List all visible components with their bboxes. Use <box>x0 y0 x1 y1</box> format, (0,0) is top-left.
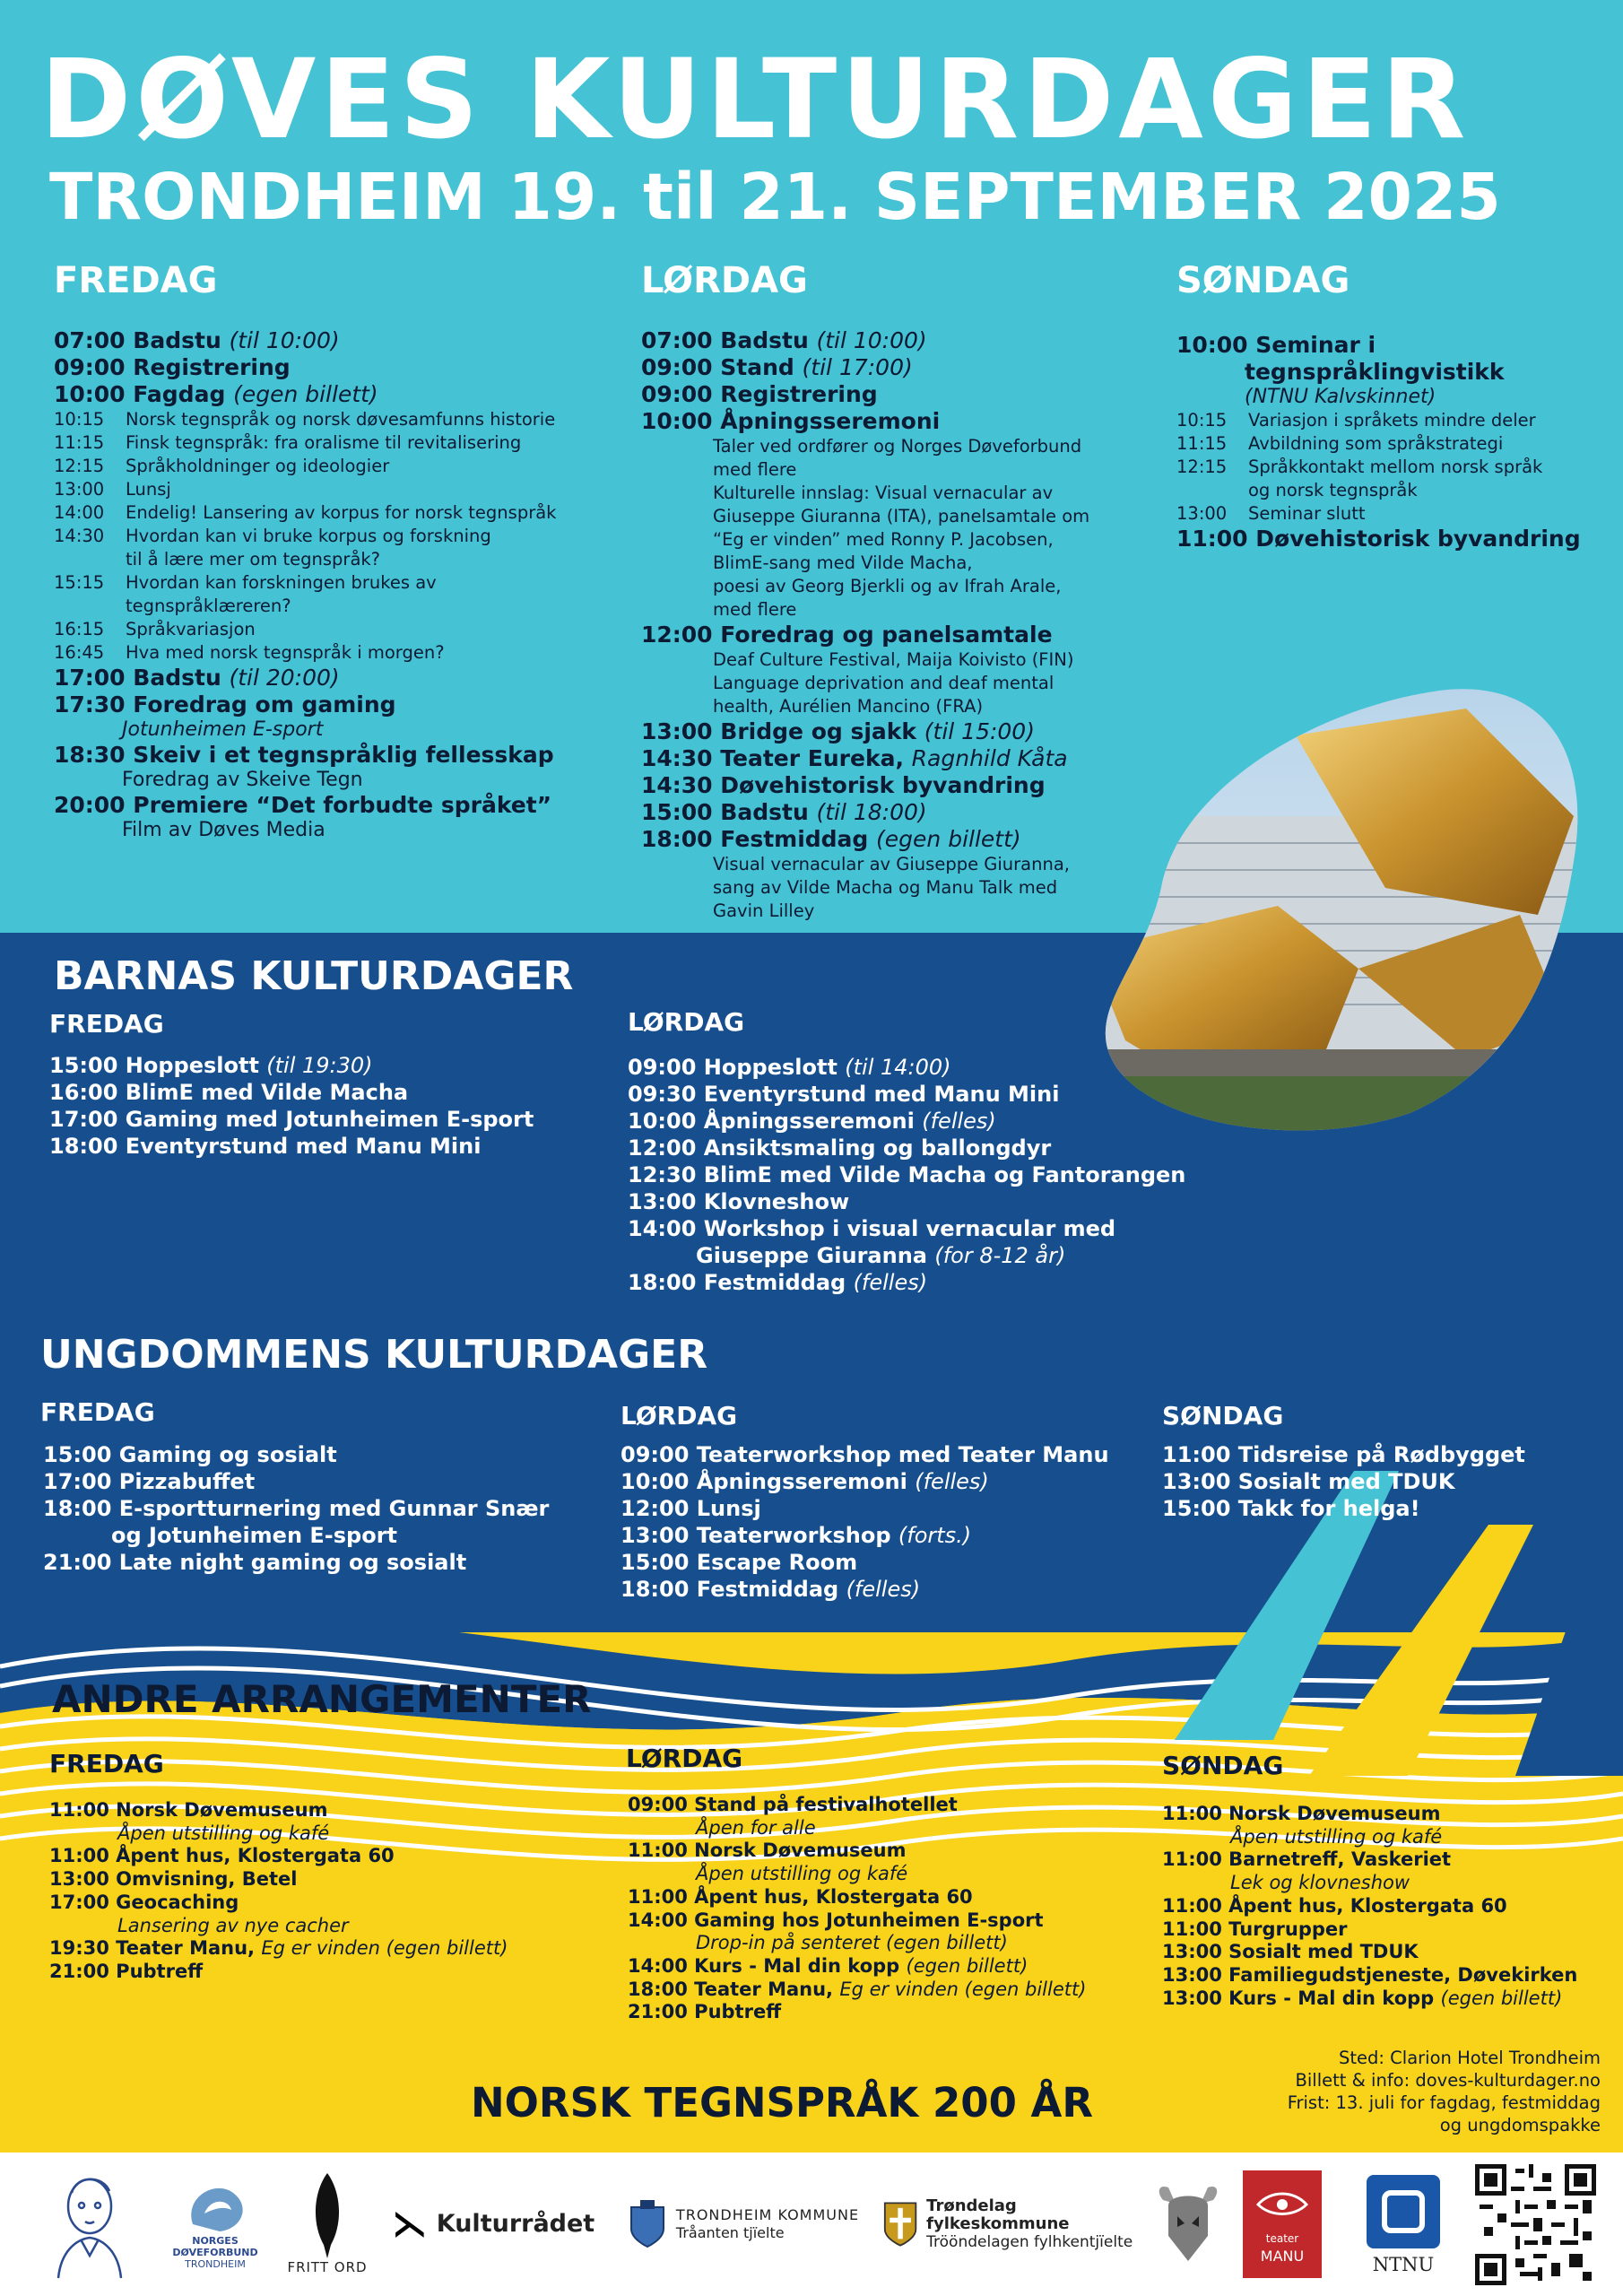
event-item-cont: Giuseppe Giuranna (for 8-12 år) <box>696 1243 1066 1268</box>
event-item: 12:30 BlimE med Vilde Macha og Fantorangen <box>628 1162 1186 1187</box>
event-item: 13:00 Sosialt med TDUK <box>1162 1469 1455 1494</box>
event-description: sang av Vilde Macha og Manu Talk med <box>713 877 1058 898</box>
event-item: 15:00 Gaming og sosialt <box>43 1442 337 1467</box>
anniversary-banner: NORSK TEGNSPRÅK 200 ÅR <box>471 2079 1094 2126</box>
event-item: 09:00 Registrering <box>641 381 878 407</box>
ndf-line: NORGES <box>192 2234 239 2247</box>
schedule-row: 12:15 Språkholdninger og ideologier <box>54 456 390 476</box>
barna-heading: BARNAS KULTURDAGER <box>54 953 574 999</box>
event-item: 12:00 Ansiktsmaling og ballongdyr <box>628 1135 1052 1161</box>
event-item: 11:00 Barnetreff, Vaskeriet <box>1162 1848 1452 1871</box>
event-item: 09:30 Eventyrstund med Manu Mini <box>628 1082 1060 1107</box>
viking-helmet-icon <box>1156 2184 1220 2265</box>
barna-lordag-list <box>628 1054 1185 1296</box>
fritt-ord-text: FRITT ORD <box>287 2258 368 2275</box>
event-item: 09:00 Teaterworkshop med Teater Manu <box>621 1442 1109 1467</box>
andre-fredag-heading: FREDAG <box>49 1749 164 1779</box>
event-item-cont: tegnspråklingvistikk <box>1245 359 1505 385</box>
event-item: 10:00 Seminar i <box>1176 332 1376 358</box>
event-item: 17:00 Pizzabuffet <box>43 1469 256 1494</box>
schedule-row: 13:00 Seminar slutt <box>1176 503 1366 524</box>
teater-word: teater <box>1265 2232 1299 2245</box>
event-item: 17:00 Gaming med Jotunheimen E-sport <box>49 1107 534 1132</box>
event-item: 11:00 Åpent hus, Klostergata 60 <box>49 1845 395 1867</box>
event-item: 14:30 Teater Eureka, Ragnhild Kåta <box>641 745 1068 771</box>
manu-word: MANU <box>1260 2248 1305 2265</box>
quill-icon <box>309 2173 345 2258</box>
schedule-row: 16:15 Språkvariasjon <box>54 619 256 639</box>
event-item: 18:30 Skeiv i et tegnspråklig fellesskap <box>54 742 554 768</box>
event-item: 13:00 Klovneshow <box>628 1189 850 1214</box>
ungdom-sondag-list <box>1162 1441 1525 1522</box>
event-item: 11:00 Døvehistorisk byvandring <box>1176 526 1581 552</box>
schedule-row: og norsk tegnspråk <box>1248 480 1418 500</box>
event-item: 13:00 Kurs - Mal din kopp (egen billett) <box>1162 1987 1563 2009</box>
andre-sondag-heading: SØNDAG <box>1162 1751 1284 1780</box>
info-line: Sted: Clarion Hotel Trondheim <box>1339 2048 1601 2068</box>
shield-icon <box>883 2199 917 2249</box>
event-item: 15:00 Hoppeslott (til 19:30) <box>49 1053 373 1078</box>
ndf-mark-icon <box>179 2179 251 2235</box>
event-item: 10:00 Åpningsseremoni (felles) <box>628 1109 996 1134</box>
viking-logo <box>1152 2161 1224 2287</box>
schedule-row: 13:00 Lunsj <box>54 479 171 500</box>
event-item: 18:00 Festmiddag (egen billett) <box>641 826 1021 852</box>
info-line: Billett & info: doves-kulturdager.no <box>1295 2070 1601 2091</box>
andre-lordag-list <box>628 1794 1086 2024</box>
event-item: 11:00 Tidsreise på Rødbygget <box>1162 1442 1525 1467</box>
event-item: 10:00 Fagdag (egen billett) <box>54 381 378 407</box>
schedule-row: 14:00 Endelig! Lansering av korpus for norsk tegnspråk <box>54 502 557 523</box>
event-subtitle: (NTNU Kalvskinnet) <box>1245 386 1436 408</box>
fredag-heading: FREDAG <box>54 260 218 301</box>
event-subtitle: Foredrag av Skeive Tegn <box>122 769 363 791</box>
event-description: Gavin Lilley <box>713 900 815 921</box>
event-subtitle: Åpen utstilling og kafé <box>1230 1825 1443 1848</box>
event-item: 11:00 Åpent hus, Klostergata 60 <box>1162 1894 1507 1917</box>
event-item: 10:00 Åpningsseremoni (felles) <box>621 1469 989 1494</box>
ndf-line: TRONDHEIM <box>185 2257 246 2270</box>
schedule-row: 10:15 Norsk tegnspråk og norsk døvesamfunns historie <box>54 409 556 430</box>
crest-icon <box>629 2200 665 2248</box>
event-item: 19:30 Teater Manu, Eg er vinden (egen billett) <box>49 1937 508 1960</box>
event-subtitle: Jotunheimen E-sport <box>122 718 324 741</box>
event-item: 11:00 Åpent hus, Klostergata 60 <box>628 1885 973 1908</box>
event-item: 07:00 Badstu (til 10:00) <box>54 327 340 353</box>
event-item: 09:00 Stand (til 17:00) <box>641 354 913 380</box>
schedule-row: 12:15 Språkkontakt mellom norsk språk <box>1176 457 1543 477</box>
event-item: 12:00 Foredrag og panelsamtale <box>641 622 1053 648</box>
fylke-name: Trøndelag fylkeskommune <box>926 2196 1070 2233</box>
event-item: 07:00 Badstu (til 10:00) <box>641 327 927 353</box>
event-item: 18:00 Eventyrstund med Manu Mini <box>49 1134 482 1159</box>
event-item: 12:00 Lunsj <box>621 1496 761 1521</box>
lordag-heading: LØRDAG <box>641 260 808 301</box>
event-info <box>1288 2047 1601 2136</box>
event-item: 09:00 Registrering <box>54 354 291 380</box>
event-subtitle: Lek og klovneshow <box>1230 1872 1410 1894</box>
lordag-program <box>641 327 1089 923</box>
schedule-row: tegnspråklæreren? <box>126 596 291 616</box>
event-item: 11:00 Norsk Døvemuseum <box>1162 1803 1441 1824</box>
page-title: DØVES KULTURDAGER <box>40 36 1471 163</box>
sondag-heading: SØNDAG <box>1176 260 1350 301</box>
event-item: 10:00 Åpningsseremoni <box>641 408 941 434</box>
event-item: 18:00 Festmiddag (felles) <box>628 1270 928 1295</box>
event-item: 09:00 Hoppeslott (til 14:00) <box>628 1055 951 1080</box>
ungdom-sondag-heading: SØNDAG <box>1162 1401 1284 1431</box>
teater-manu-logo <box>1242 2161 1323 2287</box>
event-description: Giuseppe Giuranna (ITA), panelsamtale om <box>713 506 1090 526</box>
event-item: 13:00 Omvisning, Betel <box>49 1868 298 1891</box>
info-line: Frist: 13. juli for fagdag, festmiddag <box>1287 2092 1601 2113</box>
event-description: Visual vernacular av Giuseppe Giuranna, <box>713 854 1070 874</box>
event-description: med flere <box>713 599 797 620</box>
event-item: 17:30 Foredrag om gaming <box>54 691 396 718</box>
andre-lordag-heading: LØRDAG <box>626 1744 743 1773</box>
ungdom-fredag-heading: FREDAG <box>40 1397 155 1427</box>
schedule-row: 10:15 Variasjon i språkets mindre deler <box>1176 410 1536 430</box>
ntnu-text: NTNU <box>1372 2254 1435 2275</box>
fritt-ord-logo <box>282 2161 372 2287</box>
event-item: 21:00 Late night gaming og sosialt <box>43 1550 467 1575</box>
ungdom-lordag-heading: LØRDAG <box>621 1401 738 1431</box>
k-icon: ⋋ <box>391 2204 428 2245</box>
ungdom-fredag-list <box>43 1441 549 1576</box>
event-subtitle: Drop-in på senteret (egen billett) <box>696 1932 1008 1954</box>
event-description: poesi av Georg Bjerkli og av Ifrah Arale, <box>713 576 1062 596</box>
event-description: “Eg er vinden” med Ronny P. Jacobsen, <box>713 529 1054 550</box>
event-item: 11:00 Turgrupper <box>1162 1918 1348 1940</box>
event-description: health, Aurélien Mancino (FRA) <box>713 696 984 717</box>
event-item: 11:00 Norsk Døvemuseum <box>49 1799 328 1821</box>
event-item: 09:00 Stand på festivalhotellet <box>628 1794 958 1815</box>
event-subtitle: Åpen for alle <box>696 1816 816 1839</box>
schedule-row: 16:45 Hva med norsk tegnspråk i morgen? <box>54 642 445 663</box>
event-item: 21:00 Pubtreff <box>628 2001 782 2023</box>
event-item: 15:00 Badstu (til 18:00) <box>641 799 927 825</box>
event-item: 14:00 Workshop i visual vernacular med <box>628 1216 1116 1241</box>
info-line: og ungdomspakke <box>1439 2115 1601 2135</box>
event-description: BlimE-sang med Vilde Macha, <box>713 552 973 573</box>
event-subtitle: Lansering av nye cacher <box>117 1914 349 1936</box>
event-item-cont: og Jotunheimen E-sport <box>111 1523 398 1548</box>
event-item: 15:00 Takk for helga! <box>1162 1496 1420 1521</box>
barna-lordag-heading: LØRDAG <box>628 1007 745 1037</box>
eye-icon <box>1256 2190 1308 2217</box>
schedule-row: 11:15 Finsk tegnspråk: fra oralisme til revitalisering <box>54 432 522 453</box>
barna-fredag-list <box>49 1052 534 1160</box>
ndf-line: DØVEFORBUND <box>172 2246 258 2258</box>
kulturradet-logo <box>386 2161 601 2287</box>
event-item: 18:00 E-sportturnering med Gunnar Snær <box>43 1496 550 1521</box>
event-subtitle: Åpen utstilling og kafé <box>696 1863 908 1885</box>
andre-sondag-list <box>1162 1803 1577 2010</box>
fredag-program <box>54 327 556 842</box>
barna-fredag-heading: FREDAG <box>49 1009 164 1039</box>
fylke-name-sami: Trööndelagen fylhkentjïelte <box>926 2233 1133 2251</box>
schedule-row: 15:15 Hvordan kan forskningen brukes av <box>54 572 437 593</box>
event-item: 18:00 Festmiddag (felles) <box>621 1577 921 1602</box>
event-item: 21:00 Pubtreff <box>49 1960 204 1982</box>
event-item: 13:00 Teaterworkshop (forts.) <box>621 1523 972 1548</box>
portrait-logo <box>36 2161 143 2287</box>
event-item: 18:00 Teater Manu, Eg er vinden (egen billett) <box>628 1978 1087 2000</box>
event-description: Kulturelle innslag: Visual vernacular av <box>713 483 1054 503</box>
event-description: Taler ved ordfører og Norges Døveforbund <box>713 436 1082 457</box>
qr-code-icon <box>1475 2164 1596 2285</box>
sondag-program <box>1176 332 1581 552</box>
event-item: 20:00 Premiere “Det forbudte språket” <box>54 792 552 818</box>
kommune-name-sami: Tråanten tjïelte <box>675 2224 785 2241</box>
ntnu-mark-icon <box>1367 2175 1440 2248</box>
page-subtitle: TRONDHEIM 19. til 21. SEPTEMBER 2025 <box>49 160 1501 234</box>
ungdom-lordag-list <box>621 1441 1109 1603</box>
event-item: 11:00 Norsk Døvemuseum <box>628 1839 907 1862</box>
andre-fredag-list <box>49 1799 508 1984</box>
trondheim-kommune-logo <box>619 2161 870 2287</box>
event-item: 13:00 Sosialt med TDUK <box>1162 1941 1419 1963</box>
event-item: 13:00 Bridge og sjakk (til 15:00) <box>641 718 1035 744</box>
kulturradet-text: Kulturrådet <box>436 2210 595 2238</box>
andre-heading: ANDRE ARRANGEMENTER <box>52 1677 592 1721</box>
event-description: Deaf Culture Festival, Maija Koivisto (FIN) <box>713 649 1074 670</box>
schedule-row: 11:15 Avbildning som språkstrategi <box>1176 433 1504 454</box>
event-item: 14:30 Døvehistorisk byvandring <box>641 772 1046 798</box>
kommune-name: TRONDHEIM KOMMUNE <box>675 2206 860 2223</box>
event-item: 14:00 Gaming hos Jotunheimen E-sport <box>628 1909 1044 1931</box>
schedule-row: 14:30 Hvordan kan vi bruke korpus og forskning <box>54 526 491 546</box>
event-description: Language deprivation and deaf mental <box>713 673 1055 693</box>
event-item: 17:00 Badstu (til 20:00) <box>54 665 340 691</box>
event-item: 17:00 Geocaching <box>49 1891 239 1913</box>
event-item: 13:00 Familiegudstjeneste, Døvekirken <box>1162 1963 1578 1986</box>
event-item: 14:00 Kurs - Mal din kopp (egen billett) <box>628 1954 1028 1977</box>
event-subtitle: Åpen utstilling og kafé <box>117 1822 330 1844</box>
event-item: 15:00 Escape Room <box>621 1550 858 1575</box>
trondelag-logo <box>883 2161 1143 2287</box>
ungdom-heading: UNGDOMMENS KULTURDAGER <box>40 1332 708 1378</box>
event-item: 16:00 BlimE med Vilde Macha <box>49 1080 409 1105</box>
event-subtitle: Film av Døves Media <box>122 819 325 841</box>
ndf-logo <box>161 2161 269 2287</box>
event-description: med flere <box>713 459 797 480</box>
schedule-row: til å lære mer om tegnspråk? <box>126 549 381 570</box>
qr-code[interactable] <box>1471 2161 1601 2287</box>
ntnu-logo <box>1354 2161 1453 2287</box>
